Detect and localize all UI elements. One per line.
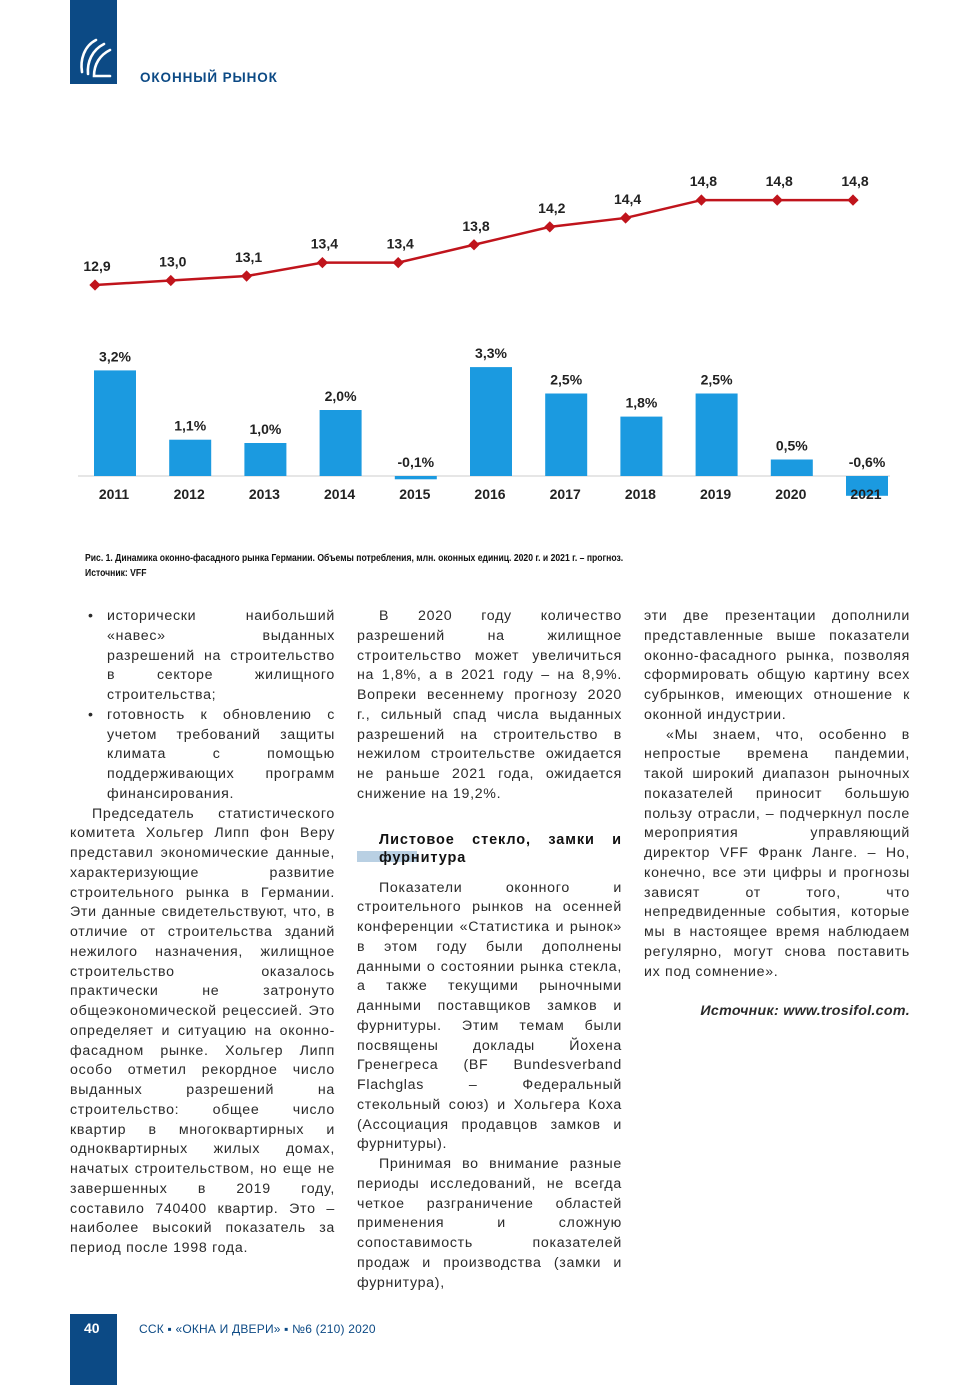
article-column-1 xyxy=(70,607,335,1259)
x-tick-label: 2020 xyxy=(775,486,807,502)
paragraph: эти две презентации дополнили представленные выше показатели оконно-фасадного рынка, позволяя сформировать общую картину всех субрынков, имеющих отношение к оконной индустрии. xyxy=(644,608,910,723)
line-label: 13,0 xyxy=(159,253,187,270)
subheading-text: Листовое стекло, замки и фурнитура xyxy=(379,831,622,866)
bar-label: 1,1% xyxy=(174,417,207,434)
line-point-2014 xyxy=(317,257,328,268)
x-tick-label: 2018 xyxy=(624,486,656,502)
x-tick-label: 2016 xyxy=(474,486,506,502)
line-label: 12,9 xyxy=(83,258,111,274)
bar-2017 xyxy=(545,394,587,477)
article-column-3 xyxy=(644,607,910,1022)
bar-2014 xyxy=(320,410,362,476)
line-point-2018 xyxy=(620,212,631,223)
line-point-2011 xyxy=(89,279,100,290)
bar-label: 3,2% xyxy=(99,348,131,365)
bullet-list xyxy=(70,607,335,805)
bar-label: -0,6% xyxy=(848,454,886,470)
article-column-2 xyxy=(357,607,622,1293)
line-label: 13,8 xyxy=(462,217,490,234)
paragraph: В 2020 году количество разрешений на жилищное строительство может увеличиться на 1,8%, а в 2021 году – на 8,9%. Вопреки весеннему прогнозу 2020 г., сильный спад числа выданных разрешений на строительство в нежилом строительстве ожидается не раньше 2021 года, ожидается снижение на 19,2%. xyxy=(357,608,622,802)
bar-2013 xyxy=(244,443,286,476)
line-point-2015 xyxy=(393,257,404,268)
bar-2020 xyxy=(771,460,813,477)
x-tick-label: 2012 xyxy=(173,486,205,502)
section-title: ОКОННЫЙ РЫНОК xyxy=(140,70,278,85)
line-point-2013 xyxy=(241,270,252,281)
line-point-2021 xyxy=(847,194,858,205)
line-point-2012 xyxy=(165,275,176,286)
line-label: 14,8 xyxy=(765,173,793,190)
line-point-2019 xyxy=(696,194,707,205)
line-label: 14,8 xyxy=(841,173,869,190)
magazine-logo-icon xyxy=(74,36,114,80)
bar-label: -0,1% xyxy=(397,454,435,470)
x-tick-label: 2017 xyxy=(549,486,581,502)
source-credit: Источник: www.trosifol.com. xyxy=(700,1003,910,1020)
figure-caption xyxy=(85,551,623,581)
list-item: • исторически наибольший «навес» выданных разрешений на строительство в секторе жилищного строительства; xyxy=(70,607,335,706)
paragraph: «Мы знаем, что, особенно в непростые времена пандемии, такой широкий диапазон рыночных показателей приносит большую пользу отрасли, – подчеркнул после мероприятия управляющий директор VFF Франк Ланге. – Но, конечно, все эти цифры и прогнозы зависят от того, что непредвиденные события, которые мы в настоящее время наблюдаем регулярно, могут снова поставить их под сомнение». xyxy=(644,726,910,980)
paragraph: Председатель статистического комитета Хольгер Липп фон Веру представил экономические данные, характеризующие развитие строительного рынка в Германии. Эти данные свидетельствуют, что, в отличие от строительства зданий нежилого назначения, жилищное строительство оказалось практически не затронуто общеэкономической рецессией. Это определяет и ситуацию на оконно-фасадном рынке. Хольгер Липп особо отметил рекордное число выданных разрешений на строительство: общее число квартир в многоквартирных и одноквартирных жилых домах, начатых строительством, но еще не завершенных в 2019 году, составило 740400 квартир. Это – наиболее высокий показатель за период после 1998 года. xyxy=(70,805,335,1256)
x-tick-label: 2011 xyxy=(98,486,130,502)
line-point-2016 xyxy=(468,239,479,250)
x-tick-label: 2021 xyxy=(850,486,882,502)
paragraph: Показатели оконного и строительного рынков на осенней конференции «Статистика и рынок» в этом году были дополнены данными о состоянии рынка стекла, а также текущими рыночными данными поставщиков замков и фурнитуры. Этим темам были посвящены доклады Йохена Гренегреса (BF Bundesverband Flachglas – Федеральный стекольный союз) и Хольгера Коха (Ассоциация продавцов замков и фурнитуры). xyxy=(357,879,622,1153)
line-label: 13,4 xyxy=(386,235,414,252)
page-number: 40 xyxy=(84,1320,100,1336)
x-tick-label: 2015 xyxy=(399,486,431,502)
bar-label: 0,5% xyxy=(775,437,808,454)
publication-info: ССК ▪ «ОКНА И ДВЕРИ» ▪ №6 (210) 2020 xyxy=(139,1322,376,1336)
bar-2016 xyxy=(470,367,512,476)
bar-2019 xyxy=(696,394,738,477)
paragraph: Принимая во внимание разные периоды исследований, не всегда четкое разграничение областей применения и сложную сопоставимость показателей продаж и производства (замки и фурнитура), xyxy=(357,1156,622,1291)
caption-text: Рис. 1. Динамика оконно-фасадного рынка Германии. Объемы потребления, млн. оконных единиц. 2020 г. и 2021 г. – прогноз. xyxy=(85,552,624,564)
bar-2018 xyxy=(620,417,662,476)
caption-source: Источник: VFF xyxy=(85,567,147,579)
line-point-2020 xyxy=(772,194,783,205)
line-label: 14,8 xyxy=(689,173,718,190)
window-market-chart xyxy=(0,150,980,510)
bar-label: 1,8% xyxy=(625,394,658,411)
bar-label: 2,5% xyxy=(550,371,583,388)
bar-2011 xyxy=(94,370,136,476)
line-label: 13,1 xyxy=(234,249,263,266)
bar-2015 xyxy=(395,476,437,479)
line-label: 13,4 xyxy=(310,235,339,252)
x-tick-label: 2014 xyxy=(324,486,356,502)
bar-label: 2,0% xyxy=(324,388,357,404)
x-tick-label: 2019 xyxy=(700,486,732,502)
list-item: • готовность к обновлению с учетом требований защиты климата с помощью поддерживающих программ финансирования. xyxy=(70,706,335,805)
line-point-2017 xyxy=(544,221,555,232)
bar-label: 3,3% xyxy=(475,345,507,362)
bar-label: 1,0% xyxy=(249,421,282,437)
bar-label: 2,5% xyxy=(700,371,733,388)
subheading xyxy=(357,831,622,867)
x-tick-label: 2013 xyxy=(248,486,280,502)
bar-2012 xyxy=(169,440,211,476)
line-label: 14,4 xyxy=(613,190,642,207)
line-label: 14,2 xyxy=(538,199,566,216)
